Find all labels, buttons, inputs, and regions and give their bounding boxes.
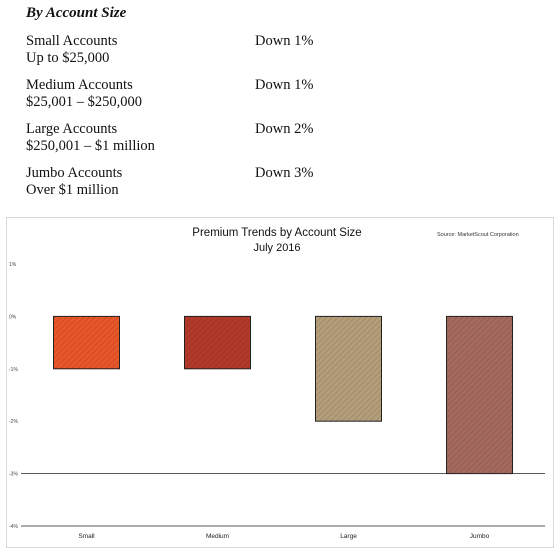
bar-jumbo [447,316,513,473]
account-row-small [26,33,346,67]
y-tick-label: -3% [9,471,18,478]
bar-large [316,316,382,421]
x-tick-label: Small [78,533,95,540]
account-range: Up to $25,000 [26,50,110,66]
account-name: Jumbo Accounts [26,165,123,181]
y-tick-label: 1% [9,262,17,268]
chart-title: Premium Trends by Account Size [192,227,362,239]
account-change: Down 1% [255,33,314,49]
account-range: $25,001 – $250,000 [26,94,142,110]
account-row-jumbo [26,165,346,199]
y-tick-label: -2% [9,419,18,426]
account-range: $250,001 – $1 million [26,138,155,154]
account-name: Small Accounts [26,33,118,49]
account-change: Down 2% [255,121,314,137]
y-tick-label: -4% [9,524,18,530]
premium-trends-chart [6,217,554,548]
account-range: Over $1 million [26,182,119,198]
account-change: Down 3% [255,165,314,181]
account-name: Large Accounts [26,121,118,137]
account-row-large [26,121,346,155]
y-tick-label: -1% [9,366,18,373]
x-tick-label: Jumbo [469,533,490,540]
bar-medium [185,316,251,368]
x-tick-label: Medium [205,533,230,540]
account-name: Medium Accounts [26,77,133,93]
y-tick-label: 0% [9,314,17,321]
chart-svg [7,218,553,547]
x-tick-label: Large [340,533,357,540]
chart-subtitle: July 2016 [253,242,301,254]
account-row-medium [26,77,346,111]
section-title: By Account Size [26,5,127,21]
bar-small [54,316,120,368]
account-change: Down 1% [255,77,314,93]
chart-source: Source: MarketScout Corporation [437,232,519,238]
